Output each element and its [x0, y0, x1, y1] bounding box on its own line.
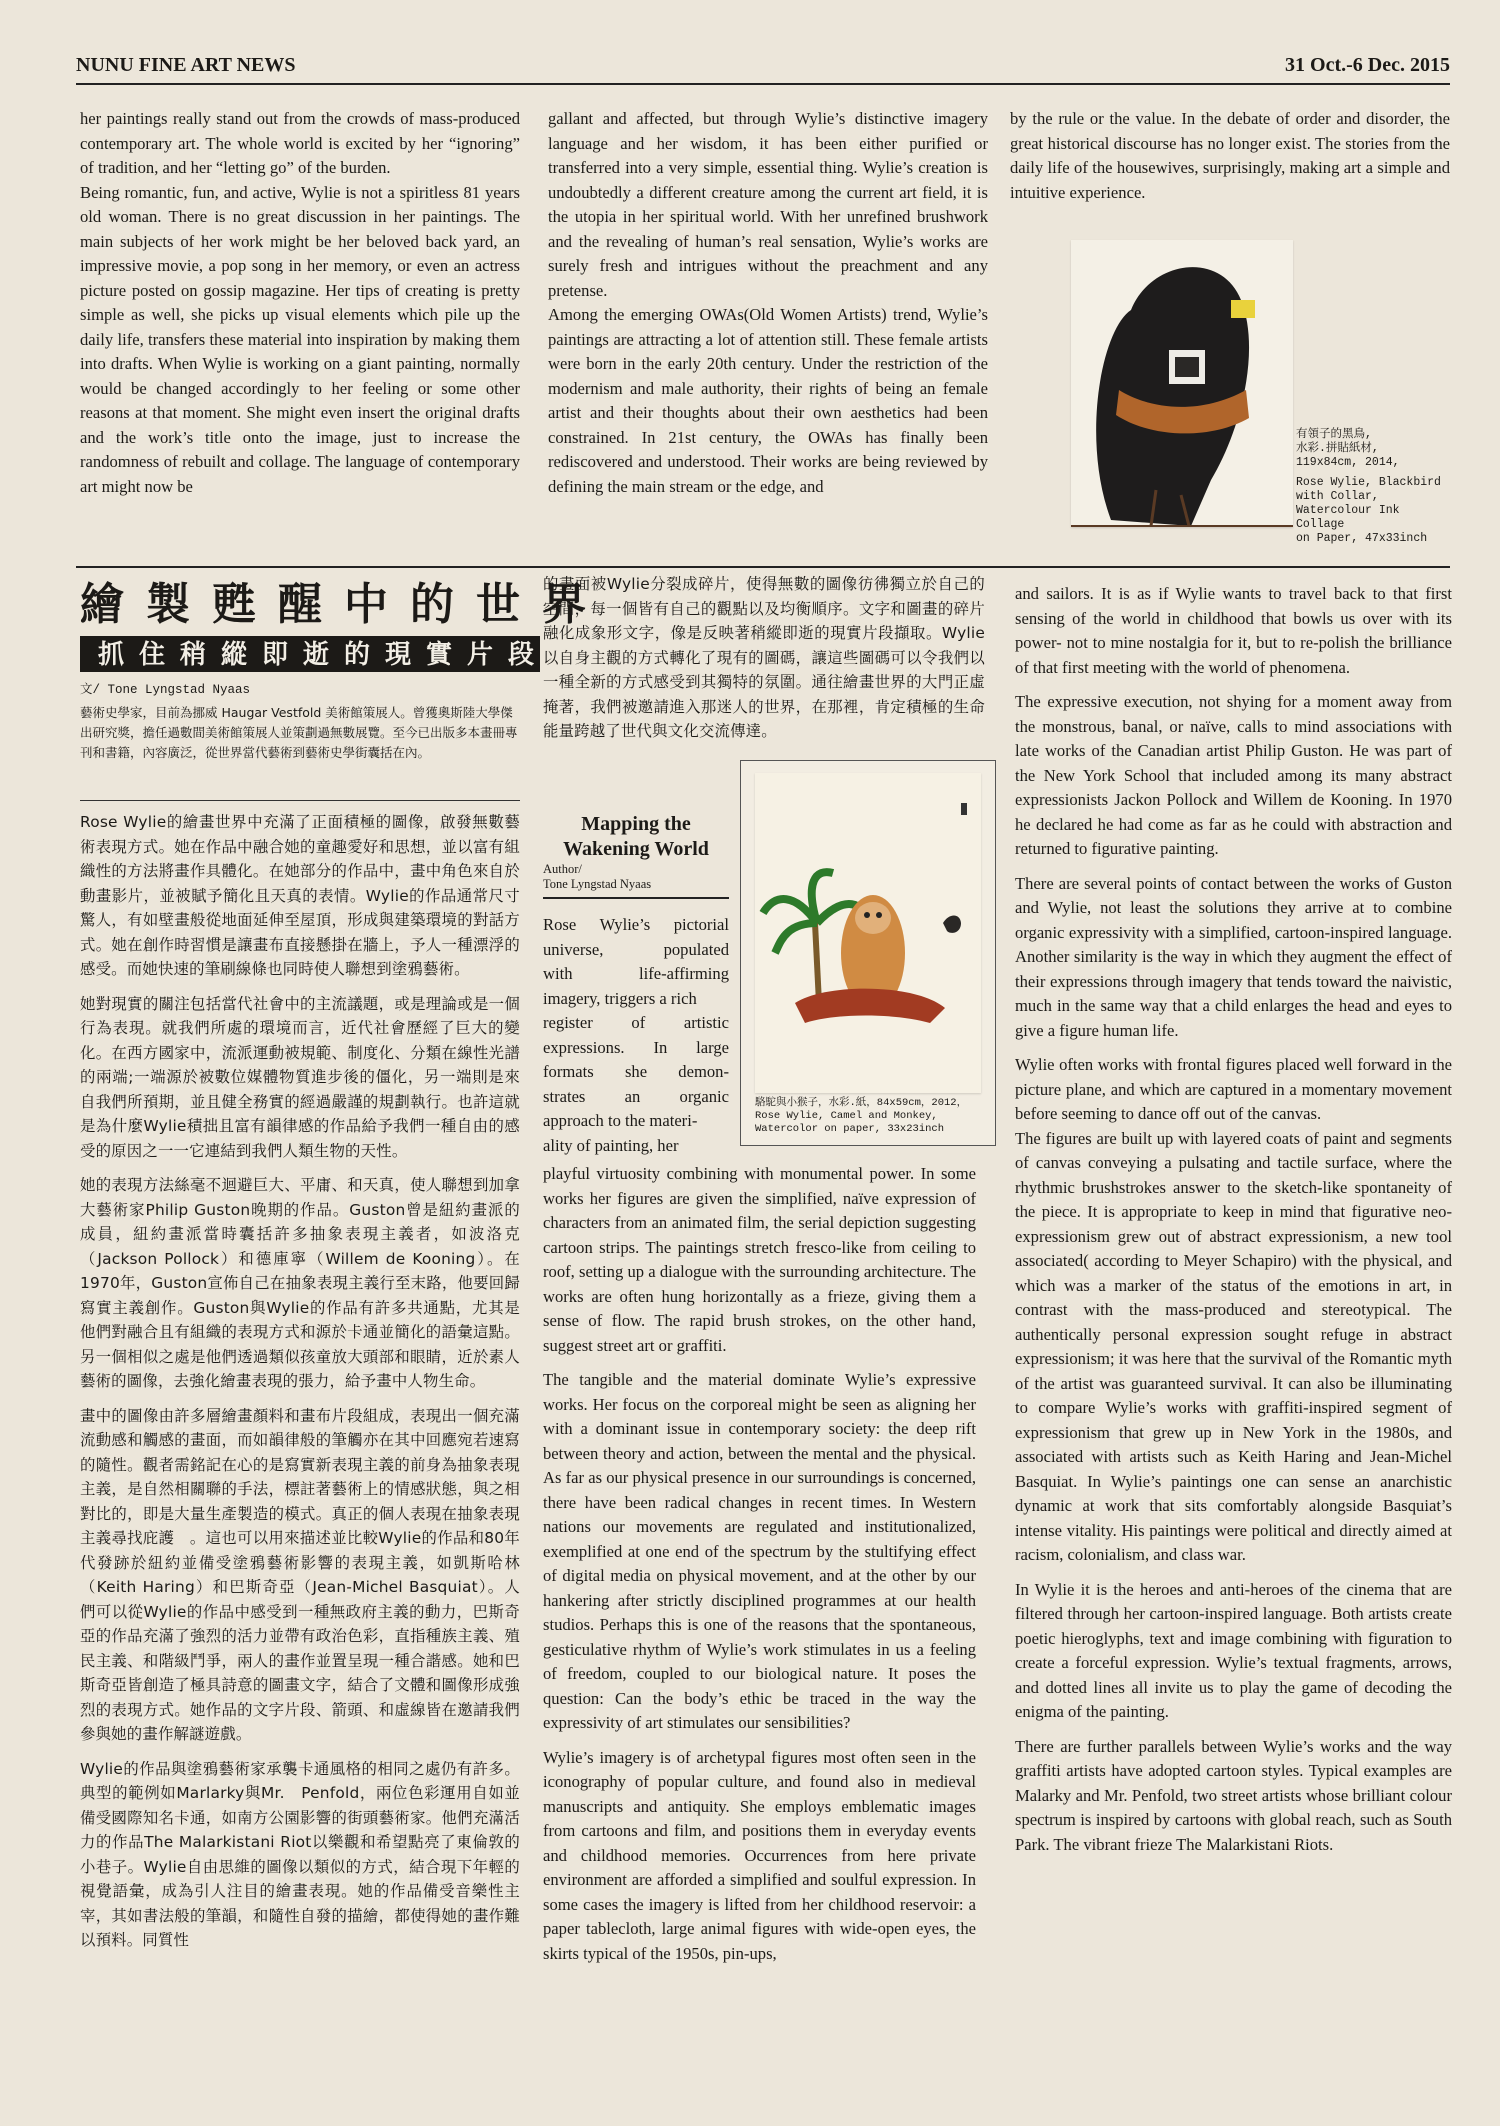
intro-line: [543, 962, 729, 987]
paragraph: There are several points of contact between the works of Guston and Wylie, not least the solutions they arrive at to combine organic expressivity with a simplified, cartoon-inspired language. Another similarity is the way in which they augment the effect of their expressions through imagery that tends toward the naivistic, much in the same way that a child enlarges the head and eyes to give a figure human life.: [1015, 873, 1452, 1040]
blackbird-painting: [1071, 240, 1293, 527]
paragraph: Among the emerging OWAs(Old Women Artists) trend, Wylie’s paintings are attracting a lot of attention still. These female artists were born in the early 20th century. Under the restriction of the modernism and male authority, their rights of being an female artist and their thoughts about their own aesthetics had been constrained. In 21st century, the OWAs has finally been rediscovered and understood. Their works are being reviewed by defining the main stream or the edge, and: [548, 305, 988, 496]
intro-line: [543, 1134, 729, 1159]
section-rule: [76, 566, 1450, 568]
publication-name: NUNU FINE ART NEWS: [76, 54, 296, 76]
article-intro-en: [543, 913, 729, 1158]
bio-rule: [80, 800, 520, 801]
paragraph: The figures are built up with layered coats of paint and segments of canvas conveying a pulsating and tactile surface, where the rhythmic brushstrokes answer to the sketch-like spontaneity of the piece. It is appropriate to keep in mind that figurative neo-expressionism grew out of abstract expressionism, a new tool associated( according to Meyer Schapiro) with the physical, and which was a marker of the status of the emotions in art, in contrast with the mass-produced and stereotypical. The authentically personal expression sought refuge in abstract expressionism; it was here that the survival of the Romantic myth of the artist was guaranteed survival. It can also be illuminating to compare Wylie’s works with graffiti-inspired segment of expressionism that grew up in New York in the 1980s, and associated with artists such as Keith Haring and Jean-Michel Basquiat. In Wylie’s paintings one can sense an anarchistic dynamic at work that sits comfortably alongside Basquiat’s intense vitality. His paintings were political and directly aimed at racism, colonialism, and class war.: [1015, 1128, 1452, 1564]
paragraph: 她對現實的關注包括當代社會中的主流議題，或是理論或是一個行為表現。就我們所處的環境而言，近代社會歷經了巨大的變化。在西方國家中，流派運動被規範、制度化、分類在線性光譜的兩端;一端源於被數位媒體物質進步後的僵化，另一端則是來自我們所預期，並且健全務實的經過嚴謹的規劃執行。也許這就是為什麼Wylie積拙且富有韻律感的作品給予我們一種自由的感受的原因之一一它連結到我們人類生物的天性。: [80, 994, 520, 1160]
paragraph: Wylie often works with frontal figures placed well forward in the picture plane, and which are captured in a momentary movement before seeming to dance off out of the canvas.: [1015, 1055, 1452, 1123]
caption-cn-line: 駱駝與小猴子，水彩.紙，84x59cm，2012，: [755, 1097, 968, 1109]
intro-word: large: [696, 1037, 729, 1057]
intro-word: pictorial: [673, 915, 729, 934]
article-cn-continued: 的畫面被Wylie分裂成碎片，使得無數的圖像彷彿獨立於自己的空間，每一個皆有自己的觀點以及均衡順序。文字和圖畫的碎片融化成象形文字，像是反映著稍縱即逝的現實片段擷取。Wylie以自身主觀的方式轉化了現有的圖碼，讓這些圖碼可以令我們以一種全新的方式感受到其獨特的氛圍。通往繪畫世界的大門正虛掩著，我們被邀請進入那迷人的世界，在那裡，肯定積極的生命能量跨越了世代與文化交流傳達。: [543, 575, 985, 740]
caption-en-line: on Paper, 47x33inch: [1296, 532, 1428, 545]
article-body-en-col2: [543, 1162, 976, 1976]
paragraph: Wylie的作品與塗鴉藝術家承襲卡通風格的相同之處仍有許多。典型的範例如Marlarky與Mr. Penfold，兩位色彩運用自如並備受國際知名卡通，如南方公園影響的街頭藝術家。他們充滿活力的作品The Malarkistani Riot以樂觀和希望點亮了東倫敦的小巷子。Wylie自由思維的圖像以類似的方式，結合現下年輕的視覺語彙，成為引人注目的繪畫表現。她的作品備受音樂性主宰，其如書法般的筆韻，和隨性自發的描繪，都使得她的畫作難以預料。同質性: [80, 1759, 520, 1949]
intro-word: strates: [543, 1086, 586, 1106]
intro-word: demon-: [678, 1062, 729, 1081]
paragraph: Rose Wylie的繪畫世界中充滿了正面積極的圖像，啟發無數藝術表現方式。她在作品中融合她的童趣愛好和思想，並以富有組織性的方法將畫作具體化。在她部分的作品中，畫中角色來自於動畫影片，並被賦予簡化且天真的表情。Wylie的作品通常尺寸驚人，有如壁畫般從地面延伸至屋頂，形成與建築環境的對話方式。她在創作時習慣是讓畫布直接懸掛在牆上，予人一種漂浮的感受。而她快速的筆刷線條也同時使人聯想到塗鴉藝術。: [80, 813, 520, 978]
intro-word: of: [631, 1013, 646, 1032]
camel-monkey-painting: [755, 773, 981, 1093]
paragraph: 畫中的圖像由許多層繪畫顏料和畫布片段組成，表現出一個充滿流動感和觸感的畫面，而如韻律般的筆觸亦在其中回應宛若速寫的隨性。觀者需銘記在心的是寫實新表現主義的前身為抽象表現主義，是自然相關聯的手法，標註著藝術上的情感狀態，與之相對比的，即是大量生產製造的模式。真正的個人表現在抽象表現主義尋找庇護 。這也可以用來描述並比較Wylie的作品和80年代發跡於紐約並備受塗鴉藝術影響的表現主義，如凱斯哈林（Keith Haring）和巴斯奇亞（Jean-Michel Basquiat）。人們可以從Wylie的作品中感受到一種無政府主義的動力，巴斯奇亞的作品充滿了強烈的活力並帶有政治色彩，直指種族主義、殖民主義、和階級鬥爭，兩人的畫作並置呈現一種合諧感。她和巴斯奇亞皆創造了極具詩意的圖畫文字，結合了文體和圖像形成強烈的表現方式。她作品的文字片段、箭頭、和虛線皆在邀請我們參與她的畫作解謎遊戲。: [80, 1406, 520, 1743]
intro-word: expressions.: [543, 1037, 625, 1057]
caption-en-line: Watercolor on paper, 33x23inch: [755, 1123, 945, 1135]
author-rule: [543, 897, 729, 899]
intro-word: populated: [663, 939, 729, 959]
article-title-en: [543, 812, 729, 862]
intro-line: [543, 1011, 729, 1036]
intro-word: Wylie’s: [599, 915, 651, 934]
article-body-en-col3: [1015, 582, 1452, 1867]
header-rule: [76, 83, 1450, 85]
caption-cn-line: 有領子的黑鳥,: [1296, 428, 1372, 441]
intro-word: life-affirming: [638, 964, 729, 983]
title-line: Mapping the: [581, 813, 691, 835]
intro-word: formats: [543, 1062, 594, 1081]
intro-line: [543, 987, 729, 1012]
artwork-camel-caption: [755, 1097, 991, 1136]
paragraph: and sailors. It is as if Wylie wants to travel back to that first sensing of the world in childhood that bowls us over with its power- not to mine nostalgia for it, but to re-polish the brilliance of that first meeting with the world of phenomena.: [1015, 584, 1452, 677]
intro-word: register: [543, 1013, 593, 1032]
intro-word: In: [653, 1037, 668, 1057]
caption-en-line: Rose Wylie, Blackbird: [1296, 476, 1441, 489]
intro-word: organic: [679, 1086, 729, 1106]
intro-line: [543, 1109, 729, 1134]
author-line-cn: 文/ Tone Lyngstad Nyaas: [80, 683, 251, 697]
intro-line: [543, 913, 729, 938]
caption-en-line: with Collar,: [1296, 490, 1379, 503]
artwork-camel-image: [755, 773, 981, 1093]
intro-word: an: [624, 1086, 641, 1106]
article-author-en: [543, 862, 729, 892]
caption-cn-line: 119x84cm, 2014,: [1296, 456, 1400, 469]
intro-word: Rose: [543, 915, 577, 934]
intro-word: ality of painting, her: [543, 1135, 679, 1155]
caption-en-line: Rose Wylie, Camel and Monkey,: [755, 1110, 938, 1122]
issue-date: 31 Oct.-6 Dec. 2015: [1285, 54, 1450, 76]
paragraph: Being romantic, fun, and active, Wylie is not a spiritless 81 years old woman. There is no great discussion in her paintings. The main subjects of her work might be her beloved back yard, an impressive movie, a pop song in her memory, or even an actress picture posted on gossip magazine. Her tips of creating is pretty simple as well, she picks up visual elements which pile up the daily life, transfers these material into inspiration by making them into drafts. When Wylie is working on a giant painting, normally would be changed accordingly to her feeling or some other reasons at that moment. She might even insert the original drafts and the work’s title onto the image, just to increase the randomness of rebuilt and collage. The language of contemporary art might now be: [80, 182, 520, 496]
top-column-2: [548, 107, 988, 499]
intro-word: she: [624, 1062, 648, 1081]
intro-word: imagery, triggers a rich: [543, 988, 697, 1008]
paragraph: The expressive execution, not shying for a moment away from the monstrous, banal, or naïve, calls to mind associations with late works of the Canadian artist Philip Guston. He was part of the New York School that included among its many abstract expressionists Jackon Pollock and Willem de Kooning. In 1970 he declared he had come as far as he could with abstraction and returned to figurative painting.: [1015, 692, 1452, 858]
intro-line: [543, 1085, 729, 1110]
artwork-blackbird-image: [1071, 240, 1293, 527]
intro-word: artistic: [683, 1013, 729, 1032]
intro-word: approach to the materi-: [543, 1111, 698, 1130]
paragraph: In Wylie it is the heroes and anti-heroes of the cinema that are filtered through her cartoon-inspired language. Both artists create poetic hieroglyphs, text and image combining with figuration to create a forceful expression. Wylie’s textual fragments, arrows, and dotted lines all invite us to play the game of decoding the enigma of the painting.: [1015, 1579, 1452, 1721]
paragraph: her paintings really stand out from the crowds of mass-produced contemporary art. The whole world is excited by her “ignoring” of tradition, and her “letting go” of the burden.: [80, 109, 520, 177]
author-label: Author/: [543, 862, 582, 876]
intro-word: universe,: [543, 939, 604, 959]
paragraph: by the rule or the value. In the debate of order and disorder, the great historical discourse has no longer exist. The stories from the daily life of the housewives, surprisingly, making art a simple and intuitive experience.: [1010, 109, 1450, 202]
title-line: Wakening World: [563, 838, 709, 860]
article-title-cn: 繪製甦醒中的世界: [80, 579, 608, 630]
paragraph: 她的表現方法絲毫不迴避巨大、平庸、和天真，使人聯想到加拿大藝術家Philip Guston晚期的作品。Guston曾是紐約畫派的成員，紐約畫派當時囊括許多抽象表現主義者，如波洛克（Jackson Pollock）和德庫寧（Willem de Kooning）。在1970年，Guston宣佈自己在抽象表現主義行至末路，他要回歸寫實主義創作。Guston與Wylie的作品有許多共通點，尤其是他們對融合且有組織的表現方式和源於卡通並簡化的語彙這點。另一個相似之處是他們透過類似孩童放大頭部和眼睛，近於素人藝術的圖像，去強化繪畫表現的張力，給予畫中人物生命。: [80, 1176, 520, 1390]
caption-cn-line: 水彩.拼貼紙材,: [1296, 442, 1379, 455]
article-subtitle-cn: 抓住稍縱即逝的現實片段: [98, 640, 550, 670]
paragraph: Wylie’s imagery is of archetypal figures most often seen in the iconography of popular culture, and found also in medieval manuscripts and antiquity. She employs emblematic images from cartoons and film, and positions them in everyday events and childhood memories. Occurrences from here private environment are afforded a simplified and soulful expression. In some cases the imagery is lifted from her childhood reservoir: a paper tablecloth, large animal figures with wide-open eyes, the skirts typical of the 1950s, pin-ups,: [543, 1747, 976, 1963]
intro-word: with: [543, 964, 573, 983]
paragraph: gallant and affected, but through Wylie’s distinctive imagery language and her wisdom, it has been either purified or transferred into a very simple, essential thing. Wylie’s creation is undoubtedly a different creature among the current art field, it is the utopia in her spiritual world. With her unrefined brushwork and the revealing of human’s real sensation, Wylie’s works are surely fresh and intrigues without the preachment and any pretense.: [548, 109, 988, 300]
paragraph: There are further parallels between Wylie’s works and the way graffiti artists have adopted cartoon styles. Typical examples are Malarky and Mr. Penfold, two street artists whose brilliant colour spectrum is inspired by cartoons with global reach, such as South Park. The vibrant frieze The Malarkistani Riots.: [1015, 1736, 1452, 1854]
intro-line: [543, 938, 729, 963]
author-bio-cn: 藝術史學家，目前為挪威 Haugar Vestfold 美術館策展人。曾獲奧斯陸大學傑出研究獎，擔任過數間美術館策展人並策劃過無數展覽。至今已出版多本畫冊專刊和書籍，內容廣泛，從世界當代藝術到藝術史學街囊括在內。: [80, 705, 518, 760]
artwork-blackbird-caption: [1296, 428, 1446, 546]
intro-line: [543, 1060, 729, 1085]
paragraph: The tangible and the material dominate Wylie’s expressive works. Her focus on the corporeal might be seen as aligning her with a dominant issue in contemporary society: the deep rift between theory and action, between the mental and the physical. As far as our physical presence in our surroundings is concerned, there have been radical changes in recent times. In Western nations our movements are regulated and institutionalized, exemplified at one end of the spectrum by the stultifying effect of digital media on physical movement, and at the other by our hankering after strictly disciplined programmes at our health studios. Perhaps this is one of the reasons that the spontaneous, gesticulative rhythm of Wylie’s work stimulates in us a feeling of freedom, coupled to our biological nature. It poses the question: Can the body’s ethic be traced in the way the expressivity of art stimulates our sensibilities?: [543, 1370, 976, 1732]
article-body-cn: [80, 810, 520, 1963]
artwork-camel-frame: [740, 760, 996, 1146]
intro-line: [543, 1036, 729, 1061]
paragraph: playful virtuosity combining with monumental power. In some works her figures are given the simplified, naïve expression of characters from an animated film, the serial depiction suggesting cartoon strips. The paintings stretch fresco-like from ceiling to roof, setting up a dialogue with the surrounding architecture. The works are often hung horizontally as a frieze, giving them a sense of flow. The rapid brush strokes, on the other hand, suggest street art or graffiti.: [543, 1164, 976, 1355]
caption-en-line: Watercolour Ink Collage: [1296, 504, 1400, 531]
author-name: Tone Lyngstad Nyaas: [543, 877, 652, 891]
top-column-1: [80, 107, 520, 499]
top-column-3: [1010, 107, 1450, 205]
